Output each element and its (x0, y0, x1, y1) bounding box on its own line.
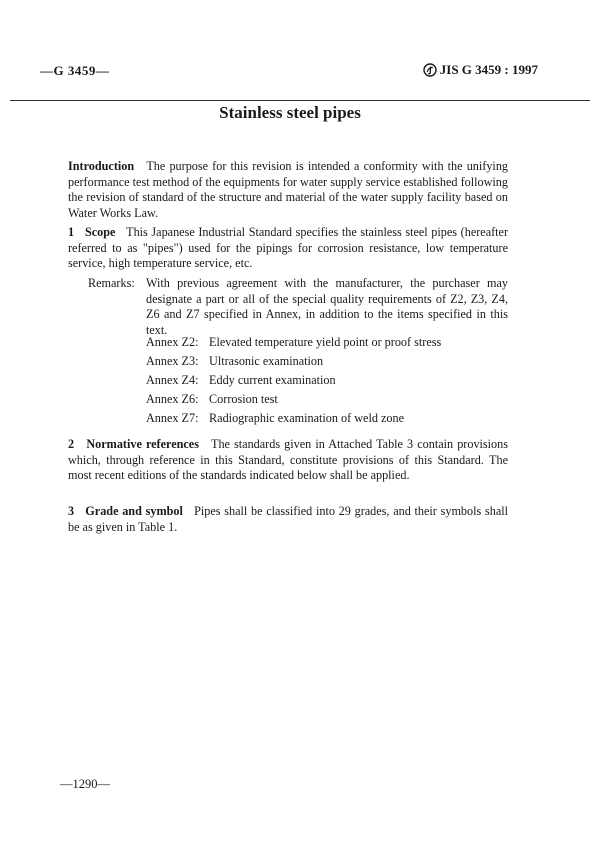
scope-text: This Japanese Industrial Standard specifies the stainless steel pipes (hereafter referred to as "pipes") used for the pipings for corrosion resistance, low temperature service, high temperature service, etc. (68, 225, 509, 270)
header-standard-number: —G 3459— (40, 63, 110, 78)
normative-references-text: The standards given in Attached Table 3 contain provisions which, through reference in this Standard, constitute provisions of this Standard. The most recent editions of the standards indicated below shall be applied. (68, 437, 508, 482)
annex-item (146, 373, 336, 389)
header-rule (10, 100, 590, 101)
introduction-heading: Introduction (68, 159, 135, 173)
scope-paragraph (68, 225, 508, 272)
annex-desc: Eddy current examination (209, 373, 336, 387)
header-jis-text: JIS G 3459 : 1997 (439, 62, 538, 77)
annex-code: Annex Z4: (146, 373, 199, 387)
annex-code: Annex Z6: (146, 392, 199, 406)
annex-code: Annex Z2: (146, 335, 199, 349)
annex-item (146, 354, 323, 370)
jis-mark-icon (423, 63, 437, 77)
normative-references-paragraph (68, 437, 508, 484)
annex-item (146, 392, 278, 408)
page-number: —1290— (60, 777, 110, 791)
annex-desc: Elevated temperature yield point or proof stress (209, 335, 442, 349)
grade-symbol-heading: 3 Grade and symbol (68, 504, 183, 518)
grade-symbol-text: Pipes shall be classified into 29 grades, and their symbols shall be as given in Table 1. (68, 504, 508, 534)
annex-desc: Corrosion test (209, 392, 278, 406)
grade-symbol-paragraph (68, 504, 508, 535)
normative-references-heading: 2 Normative references (68, 437, 199, 451)
annex-item (146, 335, 441, 351)
annex-desc: Ultrasonic examination (209, 354, 324, 368)
document-title: Stainless steel pipes (219, 103, 361, 122)
introduction-paragraph (68, 159, 508, 221)
remarks-label: Remarks: (88, 276, 135, 290)
introduction-text: The purpose for this revision is intended a conformity with the unifying performance test method of the equipments for water supply service established following the revision of standard of the structure and material of the water supply facility based on Water Works Law. (68, 159, 509, 220)
annex-item (146, 411, 404, 427)
header-jis-designation (423, 62, 538, 78)
annex-desc: Radiographic examination of weld zone (209, 411, 404, 425)
annex-code: Annex Z3: (146, 354, 199, 368)
scope-heading: 1 Scope (68, 225, 116, 239)
remarks-text: With previous agreement with the manufacturer, the purchaser may designate a part or all of the special quality requirements of Z2, Z3, Z4, Z6 and Z7 specified in Annex, in addition to the items specified in this text. (146, 276, 508, 337)
annex-code: Annex Z7: (146, 411, 199, 425)
